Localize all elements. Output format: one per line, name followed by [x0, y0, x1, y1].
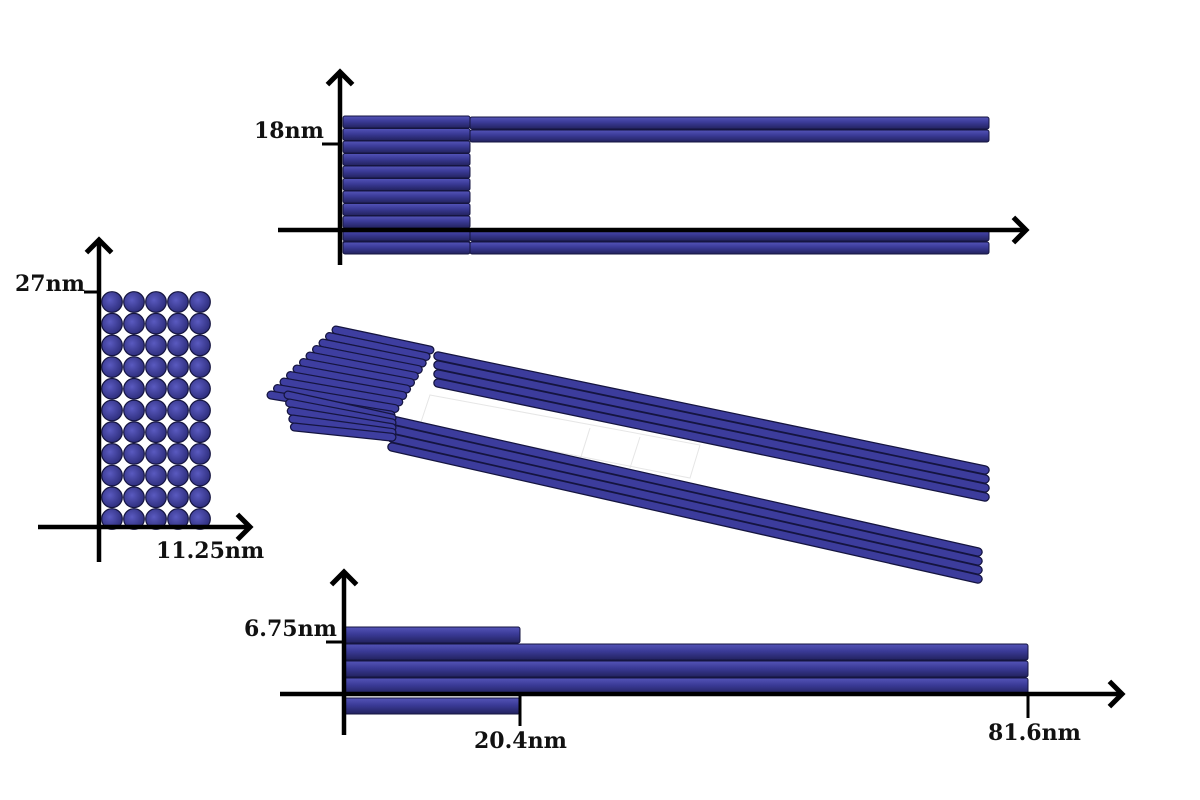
cross-section-helix: [124, 444, 145, 465]
cross-section-helix: [124, 335, 145, 356]
cross-section-helix: [190, 357, 211, 378]
side-view-bottom-arm-helix: [470, 242, 989, 254]
cross-section-helix: [124, 400, 145, 421]
cross-section-helix: [168, 379, 189, 400]
cross-section-helix: [102, 487, 123, 508]
cross-section-helix: [146, 313, 167, 334]
cross-section-width-label: 11.25nm: [156, 538, 265, 564]
side-view: [278, 72, 1026, 265]
side-view-block-helix: [343, 154, 470, 166]
top-view-long-helix: [344, 644, 1028, 660]
side-view-block-helix: [343, 191, 470, 203]
top-view-long-helix: [344, 661, 1028, 677]
cross-section-helix: [102, 379, 123, 400]
cross-section-helix: [146, 400, 167, 421]
cross-section-helix: [146, 465, 167, 486]
cross-section-helix: [168, 357, 189, 378]
cross-section-helix: [102, 292, 123, 313]
cross-section-helix: [102, 335, 123, 356]
cross-section-helix: [168, 465, 189, 486]
cross-section-helix: [124, 292, 145, 313]
perspective-front-arm-helix: [392, 420, 978, 552]
top-view-short-length-label: 20.4nm: [474, 728, 567, 754]
side-view-height-label: 18nm: [254, 118, 324, 144]
side-view-block-helix: [343, 179, 470, 191]
cross-section-helix-grid: [102, 292, 211, 530]
cross-section-helix: [124, 487, 145, 508]
cross-section-helix: [124, 422, 145, 443]
side-view-block-helix: [343, 129, 470, 141]
side-view-block-helix: [343, 216, 470, 228]
side-view-block-helix: [343, 116, 470, 128]
cross-section-helix: [190, 313, 211, 334]
top-view-long-helix: [344, 678, 1028, 694]
cross-section-helix: [102, 422, 123, 443]
cross-section-helix: [168, 335, 189, 356]
cross-section-helix: [102, 400, 123, 421]
top-view-height-label: 6.75nm: [244, 616, 337, 642]
cross-section-helix: [102, 313, 123, 334]
cross-section-helix: [168, 422, 189, 443]
cross-section-helix: [190, 487, 211, 508]
cross-section-helix: [102, 444, 123, 465]
side-view-block-helix: [343, 141, 470, 153]
cross-section-helix: [124, 313, 145, 334]
cross-section-helix: [102, 465, 123, 486]
cross-section-helix: [190, 400, 211, 421]
cross-section-helix: [124, 379, 145, 400]
cross-section-helix: [168, 292, 189, 313]
cross-section-helix: [146, 444, 167, 465]
top-view-short-helix: [344, 698, 520, 714]
cross-section-helix: [146, 292, 167, 313]
side-view-block-helix: [343, 166, 470, 178]
cross-section-helix: [190, 379, 211, 400]
top-view: [280, 572, 1122, 735]
top-view-helices: [344, 627, 1028, 714]
cross-section-helix: [190, 422, 211, 443]
cross-section-helix: [190, 444, 211, 465]
side-view-base-helix: [343, 242, 470, 254]
cross-section-helix: [146, 487, 167, 508]
cross-section-helix: [146, 422, 167, 443]
top-view-short-helix: [344, 627, 520, 643]
cross-section-helix: [102, 357, 123, 378]
side-view-top-arm-helix: [470, 117, 989, 129]
cross-section-helix: [124, 357, 145, 378]
perspective-view: [271, 330, 985, 579]
cross-section-helix: [168, 444, 189, 465]
cross-section-helix: [168, 487, 189, 508]
cross-section-helix: [190, 465, 211, 486]
cross-section-helix: [146, 335, 167, 356]
side-view-block-helix: [343, 204, 470, 216]
cross-section-helix: [146, 357, 167, 378]
cross-section-helix: [168, 400, 189, 421]
cross-section-helix: [124, 465, 145, 486]
side-view-top-arm-helix: [470, 130, 989, 142]
cross-section-helix: [190, 335, 211, 356]
cross-section-helix: [190, 292, 211, 313]
cross-section-helix: [168, 313, 189, 334]
cross-section-height-label: 27nm: [15, 271, 85, 297]
cross-section-helix: [146, 379, 167, 400]
top-view-total-length-label: 81.6nm: [988, 720, 1081, 746]
